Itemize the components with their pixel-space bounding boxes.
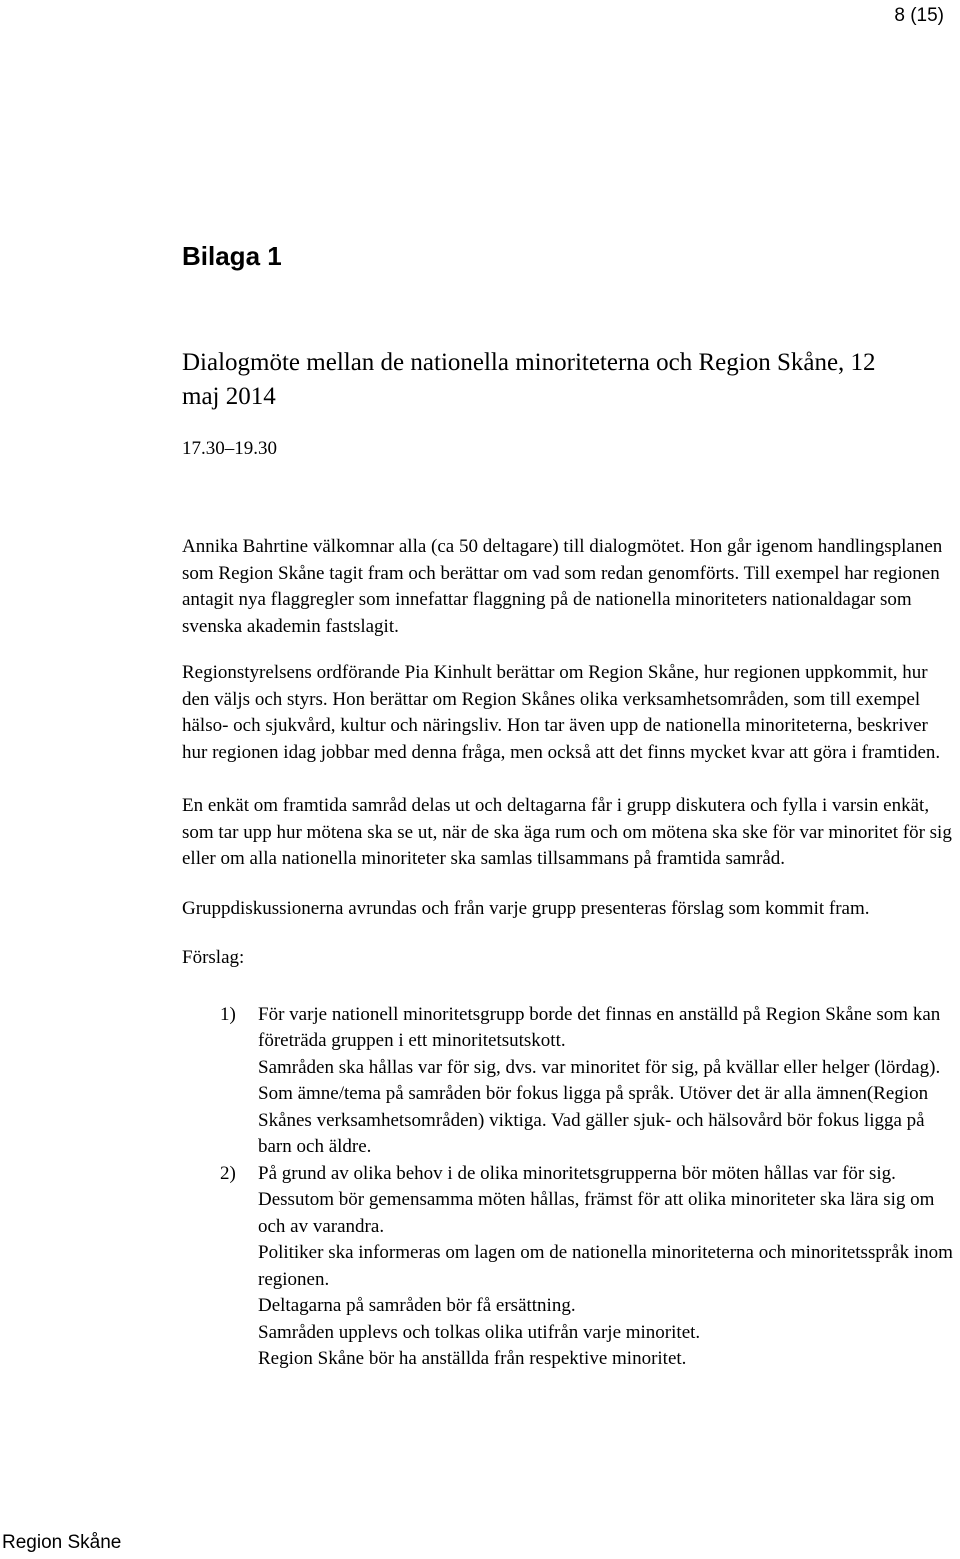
proposal-1-line-3: Som ämne/tema på samråden bör fokus ligga på språk. Utöver det är alla ämnen(Region Skånes verksamhetsområden) viktiga. Vad gäller sjuk- och hälsovård bör fokus ligga på barn och äldre. xyxy=(258,1083,929,1157)
proposal-1-line-2: Samråden ska hållas var för sig, dvs. var minoritet för sig, på kvällar eller helger (lördag). xyxy=(258,1056,941,1078)
document-body xyxy=(182,534,957,1373)
proposal-2-line-2: Politiker ska informeras om lagen om de nationella minoriteterna och minoritetsspråk inom regionen. xyxy=(258,1242,953,1290)
proposal-2-line-4: Samråden upplevs och tolkas olika utifrån varje minoritet. xyxy=(258,1321,701,1343)
proposal-list xyxy=(182,1002,957,1373)
paragraph-introduction: Annika Bahrtine välkomnar alla (ca 50 deltagare) till dialogmötet. Hon går igenom handlingsplanen som Region Skåne tagit fram och berättar om vad som redan genomförts. Till exempel har regionen antagit nya flaggregler som innefattar flaggning på de nationella minoriteters nationaldagar som svenska akademin fastslagit. xyxy=(182,536,943,637)
page-number: 8 (15) xyxy=(894,5,944,26)
proposal-marker-2: 2) xyxy=(220,1162,236,1184)
proposal-1-line-1: För varje nationell minoritetsgrupp borde det finnas en anställd på Region Skåne som kan företräda gruppen i ett minoritetsutskott. xyxy=(258,1003,941,1051)
proposal-2-line-3: Deltagarna på samråden bör få ersättning. xyxy=(258,1295,576,1316)
proposal-2-line-1: På grund av olika behov i de olika minoritetsgrupperna bör möten hållas var för sig. Dessutom bör gemensamma möten hållas, främst för att olika minoriteter ska lära sig om och av varandra. xyxy=(258,1162,935,1237)
document-title: Dialogmöte mellan de nationella minoriteterna och Region Skåne, 12 maj 2014 xyxy=(182,349,876,410)
paragraph-group-discussions: Gruppdiskussionerna avrundas och från varje grupp presenteras förslag som kommit fram. xyxy=(182,897,870,919)
paragraph-survey: En enkät om framtida samråd delas ut och deltagarna får i grupp diskutera och fylla i varsin enkät, som tar upp hur mötena ska se ut, när de ska äga rum och om mötena ska ske för var minoritet för sig eller om alla nationella minoriteter ska samlas tillsammans på framtida samråd. xyxy=(182,795,952,869)
proposal-marker-1: 1) xyxy=(220,1003,236,1025)
footer-organization: Region Skåne xyxy=(2,1532,122,1553)
proposal-item-2 xyxy=(182,1161,957,1373)
meeting-time: 17.30–19.30 xyxy=(182,438,277,459)
proposals-label: Förslag: xyxy=(182,947,245,968)
paragraph-chairman: Regionstyrelsens ordförande Pia Kinhult berättar om Region Skåne, hur regionen uppkommit, hur den väljs och styrs. Hon berättar om Region Skånes olika verksamhetsområden, som till exempel hälso- och sjukvård, kultur och näringsliv. Hon tar även upp de nationella minoriteterna, beskriver hur regionen idag jobbar med denna fråga, men också att det finns mycket kvar att göra i framtiden. xyxy=(182,662,941,763)
proposal-2-line-5: Region Skåne bör ha anställda från respektive minoritet. xyxy=(258,1348,687,1369)
appendix-heading: Bilaga 1 xyxy=(182,241,282,271)
proposal-item-1 xyxy=(182,1002,957,1161)
